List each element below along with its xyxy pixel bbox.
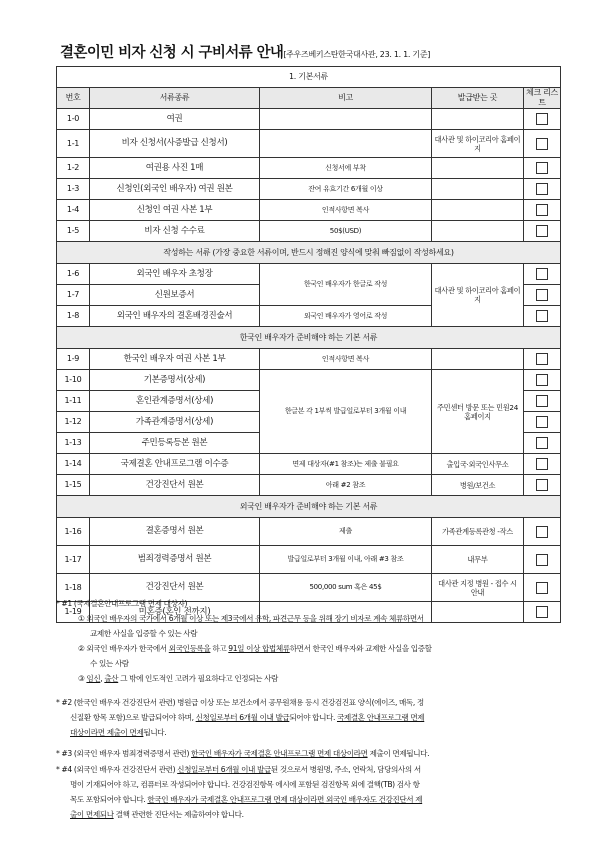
row-note: 인적사항면 복사 xyxy=(260,200,432,221)
checkbox[interactable] xyxy=(536,526,548,538)
footnote-text: 하고 xyxy=(210,644,229,653)
table-row xyxy=(57,349,561,370)
footnote-1-item-3 xyxy=(56,671,566,686)
row-name: 국제결혼 안내프로그램 이수증 xyxy=(90,454,260,475)
row-name: 외국인 배우자의 결혼배경진술서 xyxy=(90,306,260,327)
row-name: 여권 xyxy=(90,109,260,130)
footnote-text: , xyxy=(100,674,105,683)
row-note: 한국인 배우자가 한글로 작성 xyxy=(260,264,432,306)
checkbox[interactable] xyxy=(536,374,548,386)
row-name: 신원보증서 xyxy=(90,285,260,306)
row-note: 인적사항면 복사 xyxy=(260,349,432,370)
section-title: 1. 기본서류 xyxy=(57,67,561,88)
row-check xyxy=(524,518,561,546)
row-no: 1-18 xyxy=(57,574,90,602)
checkbox[interactable] xyxy=(536,582,548,594)
row-check xyxy=(524,264,561,285)
checkbox[interactable] xyxy=(536,395,548,407)
checkbox[interactable] xyxy=(536,458,548,470)
row-check xyxy=(524,546,561,574)
row-no: 1-17 xyxy=(57,546,90,574)
row-note: 제출 xyxy=(260,518,432,546)
footnote-text: 교제한 사실을 입증할 수 있는 사람 xyxy=(90,629,198,638)
row-where: 내무부 xyxy=(432,546,524,574)
footnote-3 xyxy=(56,746,566,761)
row-name: 여권용 사진 1매 xyxy=(90,158,260,179)
checkbox[interactable] xyxy=(536,268,548,280)
row-check xyxy=(524,179,561,200)
footnote-underlined: 임신 xyxy=(86,674,101,683)
footnote-text: 되어야 합니다. xyxy=(289,713,337,722)
row-where: 병원/보건소 xyxy=(432,475,524,496)
table-row xyxy=(57,200,561,221)
footnote-4 xyxy=(56,762,566,822)
checkbox[interactable] xyxy=(536,225,548,237)
table-row xyxy=(57,454,561,475)
footnote-text: 수 있는 사람 xyxy=(90,659,129,668)
checkbox[interactable] xyxy=(536,353,548,365)
footnote-text: ② 외국인 배우자가 한국에서 xyxy=(78,644,169,653)
row-no: 1-13 xyxy=(57,433,90,454)
row-where xyxy=(432,158,524,179)
row-name: 주민등록등본 원본 xyxy=(90,433,260,454)
checkbox[interactable] xyxy=(536,416,548,428)
table-row xyxy=(57,109,561,130)
checkbox[interactable] xyxy=(536,310,548,322)
footnote-text: 된 것으로서 병원명, 주소, 연락처, 담당의사의 서 xyxy=(270,765,421,774)
footnote-1 xyxy=(56,596,566,686)
footnote-underlined: 출산 xyxy=(104,674,119,683)
checkbox[interactable] xyxy=(536,113,548,125)
row-no: 1-15 xyxy=(57,475,90,496)
row-no: 1-6 xyxy=(57,264,90,285)
checkbox[interactable] xyxy=(536,183,548,195)
row-where xyxy=(432,179,524,200)
row-where: 가족관계등록관청 -작스 xyxy=(432,518,524,546)
row-name: 비자 신청 수수료 xyxy=(90,221,260,242)
footnote-1-item-2 xyxy=(56,641,566,671)
row-no: 1-19 xyxy=(57,602,90,623)
checkbox[interactable] xyxy=(536,289,548,301)
footnote-underlined: 91일 이상 합법체류 xyxy=(228,644,290,653)
row-note: 신청서에 부착 xyxy=(260,158,432,179)
row-name: 신청인(외국인 배우자) 여권 원본 xyxy=(90,179,260,200)
row-check xyxy=(524,370,561,391)
row-where xyxy=(432,349,524,370)
row-name: 가족관계증명서(상세) xyxy=(90,412,260,433)
subsection-label: 외국인 배우자가 준비해야 하는 기본 서류 xyxy=(57,496,561,518)
row-name: 기본증명서(상세) xyxy=(90,370,260,391)
row-where: 출입국·외국인사무소 xyxy=(432,454,524,475)
footnote-underlined: 외국인등록을 xyxy=(168,644,211,653)
row-note xyxy=(260,130,432,158)
row-check xyxy=(524,109,561,130)
checkbox[interactable] xyxy=(536,437,548,449)
checkbox[interactable] xyxy=(536,162,548,174)
row-check xyxy=(524,306,561,327)
row-no: 1-11 xyxy=(57,391,90,412)
row-note: 50$(USD) xyxy=(260,221,432,242)
document-title: 결혼이민 비자 신청 시 구비서류 안내 xyxy=(60,45,284,61)
footnote-text: 제출이 면제됩니다. xyxy=(367,749,430,758)
checkbox[interactable] xyxy=(536,204,548,216)
footnote-text: 결핵 관련한 진단서는 제출하여야 합니다. xyxy=(113,810,244,819)
table-row xyxy=(57,370,561,391)
row-check xyxy=(524,412,561,433)
subsection-label: 작성하는 서류 (가장 중요한 서류이며, 반드시 정해진 양식에 맞춰 빠짐없이 작성하세요) xyxy=(57,242,561,264)
row-name: 한국인 배우자 여권 사본 1부 xyxy=(90,349,260,370)
col-type: 서류종류 xyxy=(90,88,260,109)
table-row xyxy=(57,221,561,242)
row-no: 1-5 xyxy=(57,221,90,242)
footnote-text: 명이 기재되어야 하고, 컴퓨터로 작성되어야 합니다. 건강검진항목 에시에 포함된 검진항목 외에 결핵(TB) 검사 항 xyxy=(70,780,420,789)
documents-table xyxy=(56,66,561,623)
footnote-underlined: 대상이라면 제출이 면제 xyxy=(70,728,144,737)
row-note: 발급일로부터 3개월 이내, 아래 #3 참조 xyxy=(260,546,432,574)
row-check xyxy=(524,158,561,179)
row-no: 1-10 xyxy=(57,370,90,391)
row-no: 1-4 xyxy=(57,200,90,221)
row-note: 500,000 sum 혹은 45$ xyxy=(260,574,432,602)
row-no: 1-1 xyxy=(57,130,90,158)
subsection-label: 한국인 배우자가 준비해야 하는 기본 서류 xyxy=(57,327,561,349)
row-where: 대사관 및 하이코리아 홈페이지 xyxy=(432,130,524,158)
document-subtitle: [주우즈베키스탄한국대사관, 23. 1. 1. 기준] xyxy=(283,50,431,59)
footnote-1-item-1 xyxy=(56,611,566,641)
column-header-row xyxy=(57,88,561,109)
row-check xyxy=(524,454,561,475)
row-check xyxy=(524,349,561,370)
footnote-underlined: 신청일로부터 6개월 이내 발급 xyxy=(195,713,290,722)
footnote-text: ③ xyxy=(78,674,87,683)
row-name: 건강진단서 원본 xyxy=(90,574,260,602)
row-where: 대사관 지정 병원 - 접수 시 안내 xyxy=(432,574,524,602)
row-no: 1-7 xyxy=(57,285,90,306)
footnote-underlined: 한국인 배우자가 국제결혼 안내프로그램 면제 대상이라면 xyxy=(191,749,368,758)
subsection-row xyxy=(57,327,561,349)
row-name: 범죄경력증명서 원본 xyxy=(90,546,260,574)
row-no: 1-12 xyxy=(57,412,90,433)
section-header-row xyxy=(57,67,561,88)
row-check xyxy=(524,433,561,454)
row-name: 비자 신청서(사증발급 신청서) xyxy=(90,130,260,158)
row-no: 1-9 xyxy=(57,349,90,370)
footnote-text: 목도 포함되어야 합니다. xyxy=(70,795,148,804)
subsection-row xyxy=(57,242,561,264)
row-name: 혼인관계증명서(상세) xyxy=(90,391,260,412)
row-name: 건강진단서 원본 xyxy=(90,475,260,496)
col-no: 번호 xyxy=(57,88,90,109)
row-note xyxy=(260,109,432,130)
row-where xyxy=(432,200,524,221)
row-no: 1-16 xyxy=(57,518,90,546)
row-check xyxy=(524,130,561,158)
row-no: 1-3 xyxy=(57,179,90,200)
footnote-text: 그 밖에 인도적인 고려가 필요하다고 인정되는 사람 xyxy=(118,674,278,683)
row-where: 대사관 및 하이코리아 홈페이지 xyxy=(432,264,524,327)
table-row xyxy=(57,179,561,200)
table-row xyxy=(57,518,561,546)
row-note: 잔여 유효기간 6개월 이상 xyxy=(260,179,432,200)
footnote-underlined: 신청일로부터 6개월 이내 발급 xyxy=(177,765,271,774)
row-no: 1-8 xyxy=(57,306,90,327)
footnote-text: * #4 (외국인 배우자 건강진단서 관련) xyxy=(56,765,178,774)
row-check xyxy=(524,475,561,496)
footnote-text: 됩니다. xyxy=(143,728,167,737)
document-header xyxy=(60,41,560,62)
row-no: 1-2 xyxy=(57,158,90,179)
footnote-text: * #3 (외국인 배우자 범죄경력증명서 관련) xyxy=(56,749,192,758)
subsection-row xyxy=(57,496,561,518)
row-note: 외국인 배우자가 영어로 작성 xyxy=(260,306,432,327)
footnote-underlined: 국제결혼 안내프로그램 면제 xyxy=(336,713,425,722)
table-row xyxy=(57,264,561,285)
footnote-text: ① 외국인 배우자의 국가에서 6개월 이상 또는 제3국에서 유학, 파견근무 등을 위해 장기 비자로 계속 체류하면서 xyxy=(78,614,424,623)
row-where: 주민센터 방문 또는 민원24 홈페이지 xyxy=(432,370,524,454)
row-where xyxy=(432,221,524,242)
footnote-text: 신질환 항목 포함)으로 발급되어야 하며, xyxy=(70,713,196,722)
col-check: 체크 리스트 xyxy=(524,88,561,109)
table-row xyxy=(57,158,561,179)
footnote-text: 하면서 한국인 배우자와 교제한 사실을 입증할 xyxy=(289,644,432,653)
footnote-underlined: 한국인 배우자가 국제결혼 안내프로그램 면제 대상이라면 외국인 배우자도 건강진단서 제 xyxy=(147,795,423,804)
checkbox[interactable] xyxy=(536,138,548,150)
row-no: 1-0 xyxy=(57,109,90,130)
row-check xyxy=(524,285,561,306)
table-row xyxy=(57,475,561,496)
row-check xyxy=(524,221,561,242)
col-note: 비고 xyxy=(260,88,432,109)
row-note: 한글본 각 1부씩 발급일로부터 3개월 이내 xyxy=(260,370,432,454)
checkbox[interactable] xyxy=(536,479,548,491)
row-name: 외국인 배우자 초청장 xyxy=(90,264,260,285)
footnote-1-head: * #1 (국제결혼안내프로그램 면제 대상자) xyxy=(56,599,188,608)
row-name: 미혼증(혼인 전까지) xyxy=(90,602,260,623)
row-check xyxy=(524,200,561,221)
row-check xyxy=(524,391,561,412)
table-row xyxy=(57,130,561,158)
footnote-2 xyxy=(56,695,566,740)
col-where: 발급받는 곳 xyxy=(432,88,524,109)
footnote-underlined: 출이 면제되나 xyxy=(70,810,114,819)
table-row xyxy=(57,546,561,574)
footnote-text: * #2 (한국인 배우자 건강진단서 관련) 병원급 이상 또는 보건소에서 공무원채용 등시 건강검진표 양식(에이즈, 매독, 정 xyxy=(56,698,424,707)
checkbox[interactable] xyxy=(536,554,548,566)
row-no: 1-14 xyxy=(57,454,90,475)
row-where xyxy=(432,109,524,130)
row-name: 신청인 여권 사본 1부 xyxy=(90,200,260,221)
row-note: 아래 #2 참조 xyxy=(260,475,432,496)
row-note: 면제 대상자(#1 참조)는 제출 불필요 xyxy=(260,454,432,475)
row-name: 결혼증명서 원본 xyxy=(90,518,260,546)
